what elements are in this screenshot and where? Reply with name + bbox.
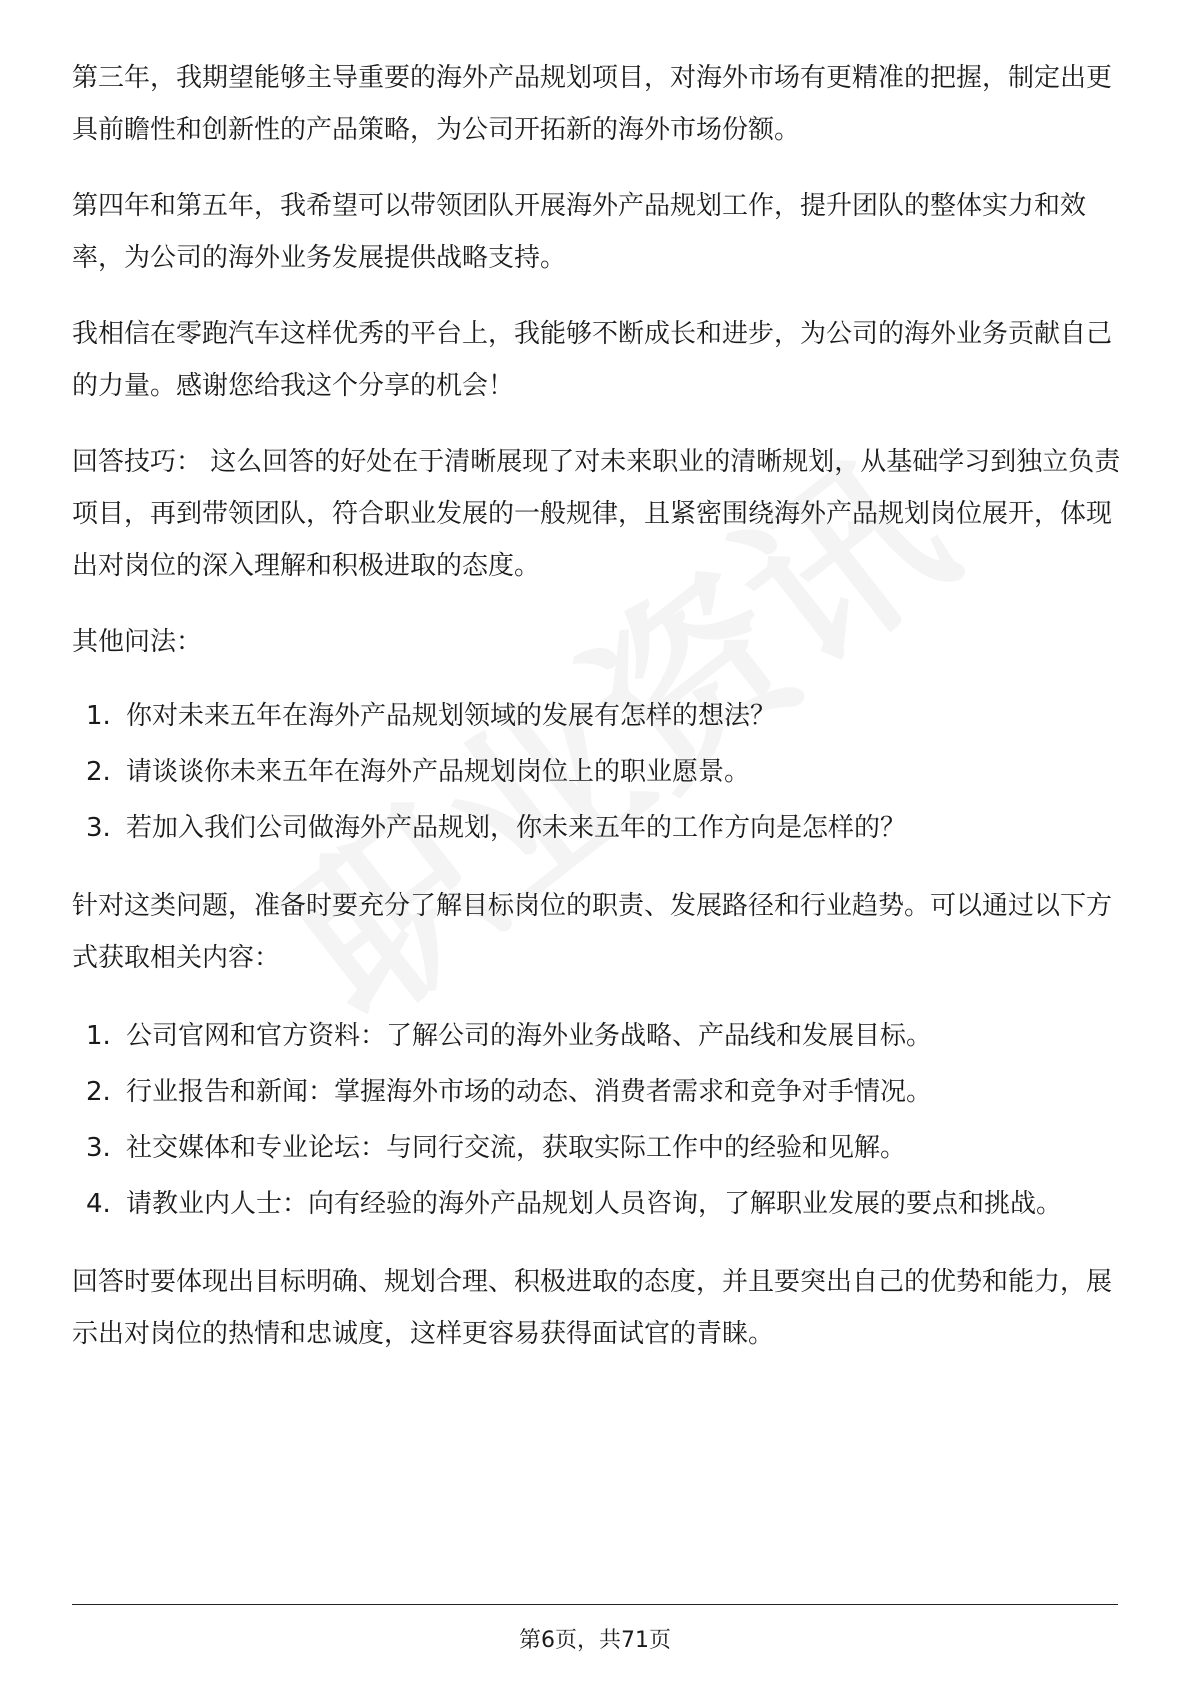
list-item bbox=[72, 1176, 1122, 1232]
closing-paragraph: 回答时要体现出目标明确、规划合理、积极进取的态度，并且要突出自己的优势和能力，展示出对岗位的热情和忠诚度，这样更容易获得面试官的青睐。 bbox=[72, 1267, 1113, 1349]
other-questions-list bbox=[72, 688, 1122, 856]
list-item-text: 若加入我们公司做海外产品规划，你未来五年的工作方向是怎样的？ bbox=[126, 813, 907, 843]
paragraph-answer-tip: 回答技巧： 这么回答的好处在于清晰展现了对未来职业的清晰规划，从基础学习到独立负责项目，再到带领团队，符合职业发展的一般规律，且紧密围绕海外产品规划岗位展开，体现出对岗位的深入理解和积极进取的态度。 bbox=[72, 447, 1121, 581]
document-body bbox=[72, 52, 1122, 1384]
list-item bbox=[72, 688, 1122, 744]
list-item bbox=[72, 1120, 1122, 1176]
footer-divider bbox=[72, 1604, 1118, 1605]
prep-list bbox=[72, 1008, 1122, 1232]
list-item bbox=[72, 800, 1122, 856]
list-item-text: 公司官网和官方资料：了解公司的海外业务战略、产品线和发展目标。 bbox=[126, 1021, 933, 1051]
list-item-text: 你对未来五年在海外产品规划领域的发展有怎样的想法？ bbox=[126, 701, 777, 731]
list-item-text: 请教业内人士：向有经验的海外产品规划人员咨询，了解职业发展的要点和挑战。 bbox=[126, 1189, 1063, 1219]
paragraph-year-three: 第三年，我期望能够主导重要的海外产品规划项目，对海外市场有更精准的把握，制定出更具前瞻性和创新性的产品策略，为公司开拓新的海外市场份额。 bbox=[72, 63, 1113, 145]
list-item-number: 1. bbox=[86, 1021, 111, 1051]
prep-intro: 针对这类问题，准备时要充分了解目标岗位的职责、发展路径和行业趋势。可以通过以下方式获取相关内容： bbox=[72, 891, 1113, 973]
list-item-number: 4. bbox=[86, 1189, 111, 1219]
list-item-number: 2. bbox=[86, 1077, 111, 1107]
list-item-number: 3. bbox=[86, 1133, 111, 1163]
list-item-text: 社交媒体和专业论坛：与同行交流，获取实际工作中的经验和见解。 bbox=[126, 1133, 907, 1163]
list-item-text: 行业报告和新闻：掌握海外市场的动态、消费者需求和竞争对手情况。 bbox=[126, 1077, 933, 1107]
list-item bbox=[72, 1008, 1122, 1064]
list-item-text: 请谈谈你未来五年在海外产品规划岗位上的职业愿景。 bbox=[126, 757, 751, 787]
page-number: 第6页，共71页 bbox=[519, 1628, 671, 1653]
list-item bbox=[72, 744, 1122, 800]
list-item-number: 2. bbox=[86, 757, 111, 787]
paragraph-belief: 我相信在零跑汽车这样优秀的平台上，我能够不断成长和进步，为公司的海外业务贡献自己的力量。感谢您给我这个分享的机会！ bbox=[72, 319, 1113, 401]
other-questions-heading: 其他问法： bbox=[72, 627, 203, 657]
list-item-number: 1. bbox=[86, 701, 111, 731]
list-item bbox=[72, 1064, 1122, 1120]
list-item-number: 3. bbox=[86, 813, 111, 843]
paragraph-year-four-five: 第四年和第五年，我希望可以带领团队开展海外产品规划工作，提升团队的整体实力和效率，为公司的海外业务发展提供战略支持。 bbox=[72, 191, 1087, 273]
